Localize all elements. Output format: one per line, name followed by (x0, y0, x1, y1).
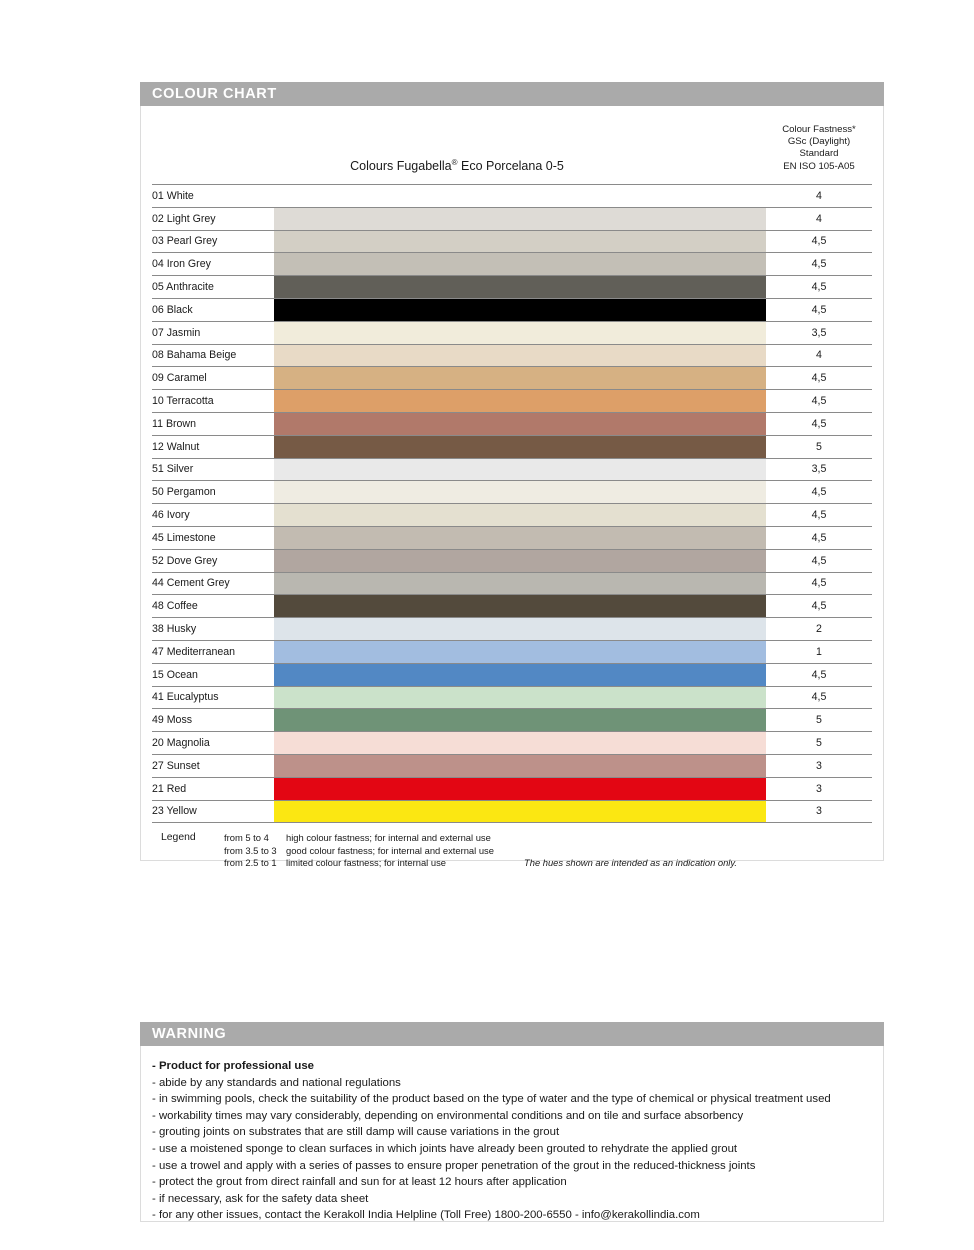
colour-swatch (274, 390, 766, 413)
colour-fastness-value: 4,5 (766, 412, 872, 435)
colour-name: 08 Bahama Beige (152, 344, 274, 367)
registered-trademark-icon: ® (451, 158, 458, 167)
legend-entry (224, 832, 872, 845)
table-row (152, 390, 872, 413)
colour-swatch (274, 321, 766, 344)
colour-swatch-fill (274, 709, 766, 731)
legend-description: good colour fastness; for internal and external use (286, 844, 494, 856)
colour-name: 01 White (152, 185, 274, 208)
colour-chart-rows (152, 185, 872, 823)
warning-item: - use a moistened sponge to clean surfaces in which joints have already been grouted to rehydrate the applied grout (152, 1142, 738, 1155)
colour-swatch-fill (274, 253, 766, 275)
colour-chart-title: COLOUR CHART (152, 86, 277, 102)
table-row (152, 367, 872, 390)
table-row (152, 298, 872, 321)
legend (152, 832, 872, 870)
colour-fastness-value: 3 (766, 800, 872, 823)
colour-name: 12 Walnut (152, 435, 274, 458)
colour-swatch (274, 709, 766, 732)
colour-name: 03 Pearl Grey (152, 230, 274, 253)
colour-swatch-fill (274, 299, 766, 321)
table-row (152, 504, 872, 527)
fastness-header-line-3: Standard (799, 148, 839, 160)
colour-swatch (274, 549, 766, 572)
table-row (152, 344, 872, 367)
colour-fastness-value: 4,5 (766, 276, 872, 299)
colour-fastness-value: 4,5 (766, 481, 872, 504)
table-row (152, 663, 872, 686)
colour-name: 06 Black (152, 298, 274, 321)
warning-list (152, 1058, 872, 1224)
colour-swatch-fill (274, 687, 766, 709)
warning-title: WARNING (152, 1026, 227, 1042)
colour-chart-table (152, 184, 872, 823)
colour-swatch-fill (274, 390, 766, 412)
colour-swatch (274, 526, 766, 549)
colour-swatch (274, 572, 766, 595)
colour-swatch-fill (274, 527, 766, 549)
table-row (152, 412, 872, 435)
colour-swatch-fill (274, 664, 766, 686)
colour-swatch-fill (274, 208, 766, 230)
colour-swatch-fill (274, 459, 766, 481)
table-row (152, 435, 872, 458)
warning-title-bar (140, 1022, 884, 1046)
colour-swatch-fill (274, 413, 766, 435)
legend-range: from 3.5 to 3 (224, 844, 277, 856)
colour-fastness-value: 5 (766, 435, 872, 458)
table-row (152, 640, 872, 663)
colour-chart-title-bar (140, 82, 884, 106)
colour-name: 50 Pergamon (152, 481, 274, 504)
warning-item: - for any other issues, contact the Kerakoll India Helpline (Toll Free) 1800-200-6550 - info@kerakollindia.com (152, 1209, 700, 1222)
colour-fastness-value: 3,5 (766, 321, 872, 344)
fastness-column-header (766, 124, 872, 173)
colour-name: 20 Magnolia (152, 732, 274, 755)
colour-name: 41 Eucalyptus (152, 686, 274, 709)
colour-name: 38 Husky (152, 618, 274, 641)
colour-fastness-value: 4 (766, 207, 872, 230)
warning-item: - Product for professional use (152, 1060, 315, 1072)
legend-description: limited colour fastness; for internal use (286, 857, 446, 869)
colour-fastness-value: 4,5 (766, 572, 872, 595)
colour-fastness-value: 4 (766, 185, 872, 208)
colour-swatch (274, 207, 766, 230)
colour-fastness-value: 4,5 (766, 686, 872, 709)
colour-fastness-value: 2 (766, 618, 872, 641)
colour-name: 51 Silver (152, 458, 274, 481)
colour-name: 11 Brown (152, 412, 274, 435)
table-row (152, 618, 872, 641)
colour-chart-section (140, 82, 884, 869)
colour-name: 05 Anthracite (152, 276, 274, 299)
colour-fastness-value: 4,5 (766, 390, 872, 413)
warning-item: - use a trowel and apply with a series of passes to ensure proper penetration of the grout in the reduced-thickness joints (152, 1159, 756, 1172)
table-row (152, 754, 872, 777)
colour-swatch-fill (274, 732, 766, 754)
legend-label: Legend (161, 832, 196, 843)
colour-chart-header (152, 106, 872, 184)
legend-entry (224, 845, 872, 858)
colour-swatch-fill (274, 801, 766, 823)
table-row (152, 253, 872, 276)
colour-name: 09 Caramel (152, 367, 274, 390)
table-row (152, 526, 872, 549)
colour-swatch (274, 276, 766, 299)
table-row (152, 185, 872, 208)
colour-fastness-value: 4,5 (766, 526, 872, 549)
colour-swatch (274, 253, 766, 276)
table-row (152, 709, 872, 732)
colour-swatch-fill (274, 436, 766, 458)
colour-swatch (274, 230, 766, 253)
table-row (152, 549, 872, 572)
colour-name: 45 Limestone (152, 526, 274, 549)
colour-name: 27 Sunset (152, 754, 274, 777)
table-row (152, 732, 872, 755)
colour-swatch-fill (274, 778, 766, 800)
colour-swatch (274, 435, 766, 458)
table-row (152, 686, 872, 709)
warning-body (140, 1046, 884, 1222)
hues-note: The hues shown are intended as an indication only. (524, 857, 737, 869)
colour-fastness-value: 3,5 (766, 458, 872, 481)
colour-swatch-fill (274, 322, 766, 344)
colour-swatch (274, 458, 766, 481)
colour-swatch (274, 754, 766, 777)
colour-swatch (274, 504, 766, 527)
fastness-header-line-2: GSc (Daylight) (787, 136, 851, 148)
colour-name: 52 Dove Grey (152, 549, 274, 572)
colour-fastness-value: 4,5 (766, 663, 872, 686)
colour-swatch-fill (274, 231, 766, 253)
colour-name: 02 Light Grey (152, 207, 274, 230)
colour-swatch (274, 618, 766, 641)
colour-swatch-fill (274, 367, 766, 389)
warning-item: - workability times may vary considerably, depending on environmental conditions and on tile and surface absorbency (152, 1109, 744, 1122)
colour-swatch (274, 344, 766, 367)
colour-fastness-value: 5 (766, 709, 872, 732)
colour-swatch-fill (274, 573, 766, 595)
colour-fastness-value: 4,5 (766, 595, 872, 618)
colour-swatch (274, 640, 766, 663)
colour-name: 47 Mediterranean (152, 640, 274, 663)
colour-swatch (274, 595, 766, 618)
table-row (152, 595, 872, 618)
colour-fastness-value: 4,5 (766, 549, 872, 572)
table-row (152, 800, 872, 823)
colour-fastness-value: 4,5 (766, 504, 872, 527)
colour-name: 15 Ocean (152, 663, 274, 686)
colour-name: 04 Iron Grey (152, 253, 274, 276)
colour-swatch (274, 732, 766, 755)
table-row (152, 276, 872, 299)
colour-swatch-fill (274, 641, 766, 663)
colour-fastness-value: 1 (766, 640, 872, 663)
colour-fastness-value: 4,5 (766, 298, 872, 321)
colour-swatch (274, 185, 766, 208)
colour-swatch (274, 412, 766, 435)
table-row (152, 572, 872, 595)
colour-swatch (274, 686, 766, 709)
product-name (152, 158, 872, 173)
fastness-header-line-4: EN ISO 105-A05 (783, 160, 855, 172)
colour-chart-body (140, 106, 884, 869)
warning-item: - protect the grout from direct rainfall and sun for at least 12 hours after application (152, 1176, 567, 1189)
colour-name: 49 Moss (152, 709, 274, 732)
colour-swatch-fill (274, 550, 766, 572)
warning-item: - abide by any standards and national regulations (152, 1076, 401, 1089)
warning-item: - in swimming pools, check the suitability of the product based on the type of water and the type of chemical or physical treatment used (152, 1093, 831, 1106)
colour-fastness-value: 4,5 (766, 367, 872, 390)
table-row (152, 207, 872, 230)
table-row (152, 321, 872, 344)
product-name-prefix: Colours Fugabella (350, 159, 452, 174)
colour-name: 23 Yellow (152, 800, 274, 823)
table-row (152, 777, 872, 800)
colour-swatch-fill (274, 504, 766, 526)
colour-swatch-fill (274, 755, 766, 777)
colour-swatch (274, 800, 766, 823)
legend-range: from 2.5 to 1 (224, 857, 277, 869)
product-name-suffix: Eco Porcelana 0-5 (457, 159, 564, 174)
colour-fastness-value: 5 (766, 732, 872, 755)
colour-swatch-fill (274, 276, 766, 298)
colour-swatch (274, 367, 766, 390)
fastness-header-line-1: Colour Fastness* (782, 124, 856, 135)
legend-range: from 5 to 4 (224, 832, 269, 843)
warning-section (140, 1022, 884, 1222)
colour-swatch-fill (274, 185, 766, 207)
colour-fastness-value: 4,5 (766, 253, 872, 276)
table-row (152, 458, 872, 481)
colour-swatch-fill (274, 481, 766, 503)
warning-item: - grouting joints on substrates that are still damp will cause variations in the grout (152, 1126, 560, 1139)
colour-name: 07 Jasmin (152, 321, 274, 344)
warning-item: - if necessary, ask for the safety data sheet (152, 1192, 369, 1205)
colour-fastness-value: 3 (766, 754, 872, 777)
colour-name: 10 Terracotta (152, 390, 274, 413)
colour-swatch-fill (274, 595, 766, 617)
colour-fastness-value: 4,5 (766, 230, 872, 253)
colour-name: 44 Cement Grey (152, 572, 274, 595)
colour-swatch-fill (274, 618, 766, 640)
colour-fastness-value: 3 (766, 777, 872, 800)
colour-name: 46 Ivory (152, 504, 274, 527)
colour-name: 48 Coffee (152, 595, 274, 618)
colour-swatch (274, 663, 766, 686)
table-row (152, 481, 872, 504)
table-row (152, 230, 872, 253)
colour-swatch (274, 298, 766, 321)
colour-fastness-value: 4 (766, 344, 872, 367)
colour-swatch (274, 777, 766, 800)
colour-swatch (274, 481, 766, 504)
colour-name: 21 Red (152, 777, 274, 800)
colour-swatch-fill (274, 345, 766, 367)
legend-description: high colour fastness; for internal and external use (286, 832, 491, 843)
